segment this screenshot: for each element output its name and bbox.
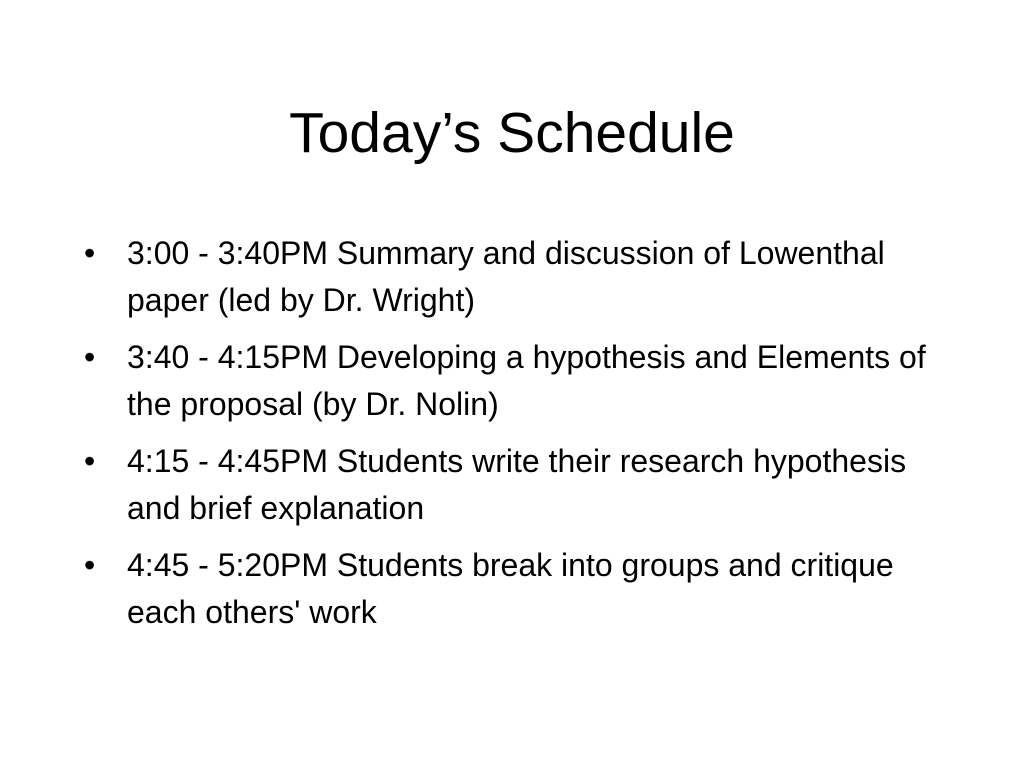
schedule-item-text: 3:00 - 3:40PM Summary and discussion of Lowenthal paper (led by Dr. Wright) [127,235,885,318]
schedule-item [84,542,944,636]
schedule-item [84,438,944,532]
schedule-item [84,334,944,428]
schedule-item [84,230,944,324]
bullet-icon: • [84,235,96,271]
schedule-item-text: 4:45 - 5:20PM Students break into groups and critique each others' work [127,547,894,630]
schedule-list [84,230,944,646]
schedule-item-text: 4:15 - 4:45PM Students write their research hypothesis and brief explanation [127,443,907,526]
slide-title: Today’s Schedule [289,101,735,165]
schedule-item-text: 3:40 - 4:15PM Developing a hypothesis and Elements of the proposal (by Dr. Nolin) [127,339,926,422]
bullet-icon: • [84,339,96,375]
bullet-icon: • [84,547,96,583]
bullet-icon: • [84,443,96,479]
